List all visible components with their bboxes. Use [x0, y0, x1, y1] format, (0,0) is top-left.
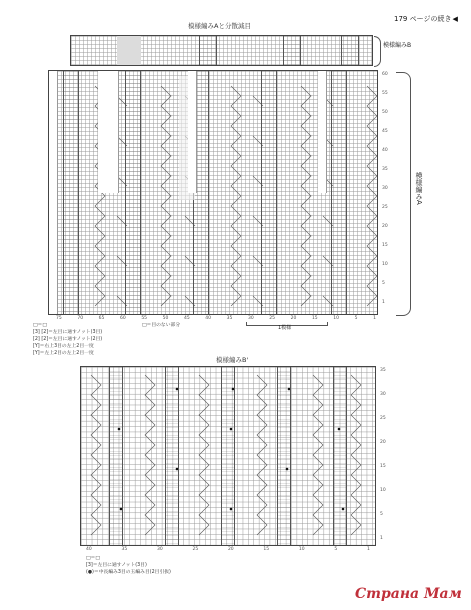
watermark-logo: [355, 586, 462, 602]
chart-a-blank-area: [98, 71, 119, 193]
top-chart-grid: [70, 35, 373, 66]
col-number: 5: [354, 316, 358, 321]
col-number: 30: [156, 547, 163, 552]
col-number: 10: [333, 316, 339, 321]
legend-b: [86, 554, 286, 575]
chart-b-grid: [80, 366, 376, 546]
col-number: 20: [227, 547, 234, 552]
col-number: 15: [263, 547, 270, 552]
chart-b-cable-band: [277, 367, 291, 545]
col-number: 1: [373, 316, 376, 321]
row-number: 20: [382, 224, 388, 229]
back-arrow-icon: ◀: [452, 15, 458, 23]
top-chart-cable-band: [341, 36, 359, 65]
row-number: 45: [382, 129, 388, 134]
top-chart-cable-band: [199, 36, 217, 65]
chart-a-bracket: [396, 72, 411, 316]
row-number: 10: [380, 488, 386, 493]
col-number: 75: [56, 316, 62, 321]
legend-a-right-item: □＝目のない部分: [142, 323, 181, 328]
row-number: 5: [380, 512, 383, 517]
row-number: 1: [382, 300, 385, 305]
chart-a-blank-area: [318, 71, 327, 193]
col-number: 5: [334, 547, 338, 552]
top-chart-title: 模様編みAと分散減目: [188, 22, 251, 30]
col-number: 20: [290, 316, 297, 321]
col-number: 1: [367, 547, 370, 552]
row-number: 35: [380, 368, 386, 373]
col-number: 15: [311, 316, 318, 321]
legend-item: [3]＝左目に通すノット(3目): [86, 563, 147, 568]
top-chart-cable-band: [283, 36, 301, 65]
col-number: 55: [141, 316, 148, 321]
row-number: 30: [382, 186, 388, 191]
row-number: 25: [380, 416, 386, 421]
chart-a-blank-area: [188, 71, 197, 193]
row-number: 60: [382, 72, 388, 77]
legend-a: [33, 321, 233, 356]
chart-b-bottom-numbers: [86, 547, 370, 552]
page-nav-text: 179 ページの続き: [394, 15, 452, 23]
top-chart-shaded-block: [117, 36, 141, 65]
row-number: 40: [382, 148, 388, 153]
col-number: 40: [86, 547, 92, 552]
col-number: 60: [119, 316, 126, 321]
col-number: 25: [192, 547, 199, 552]
row-number: 1: [380, 536, 383, 541]
row-number: 10: [382, 262, 388, 267]
col-number: 65: [98, 316, 105, 321]
chart-b-cable-band: [333, 367, 347, 545]
chart-b-row-numbers: [380, 368, 392, 544]
row-number: 55: [382, 91, 388, 96]
row-number: 50: [382, 110, 388, 115]
legend-item: [Y]＝左上2目の左上2目一度: [33, 351, 94, 356]
row-number: 15: [380, 464, 386, 469]
legend-item: [Y]＝右上3目の左上2目一度: [33, 344, 94, 349]
chart-b-cable-band: [165, 367, 179, 545]
chart-a-vertical-title: 模様編みA: [415, 172, 423, 205]
chart-a-blank-area: [49, 71, 58, 314]
repeat-label: 1模様: [278, 325, 292, 331]
col-number: 70: [77, 316, 84, 321]
col-number: 35: [226, 316, 233, 321]
legend-item: □＝□: [86, 556, 100, 561]
chart-a-row-numbers: [382, 72, 394, 308]
top-chart-bracket: [374, 36, 381, 67]
col-number: 25: [269, 316, 276, 321]
legend-item: □＝□: [33, 323, 47, 328]
chart-b-cable-band: [109, 367, 123, 545]
col-number: 50: [162, 316, 169, 321]
row-number: 35: [382, 167, 388, 172]
top-chart-side-label: 模様編みB: [383, 42, 412, 49]
row-number: 20: [380, 440, 386, 445]
col-number: 45: [183, 316, 190, 321]
page-nav-header: [394, 14, 458, 24]
chart-b-cable-band: [221, 367, 235, 545]
col-number: 10: [298, 547, 305, 552]
legend-item: [3] [2]＝左目に通すノット(3目): [33, 330, 103, 335]
watermark-text: Страна Мам: [355, 586, 462, 602]
row-number: 25: [382, 205, 388, 210]
row-number: 30: [380, 392, 386, 397]
chart-b-title: 模様編みB': [216, 356, 249, 364]
col-number: 40: [205, 316, 212, 321]
legend-item: (●)＝中長編み3目の玉編み目(2目引抜): [86, 570, 171, 575]
legend-item: [2] [2]＝左目に通すノット(2目): [33, 337, 103, 342]
row-number: 15: [382, 243, 388, 248]
row-number: 5: [382, 281, 385, 286]
col-number: 35: [121, 547, 128, 552]
col-number: 30: [247, 316, 254, 321]
